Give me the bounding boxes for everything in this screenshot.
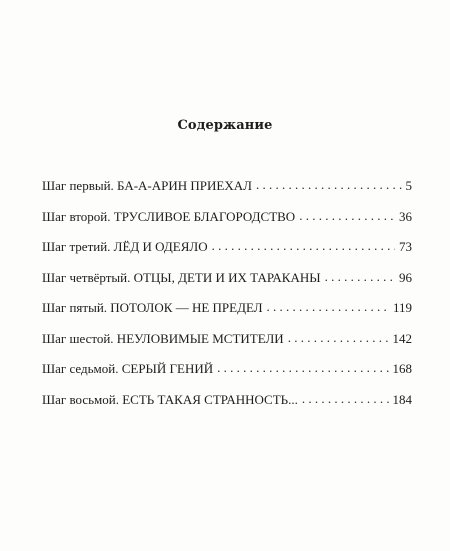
toc-entry-title: Шаг второй. ТРУСЛИВОЕ БЛАГОРОДСТВО [42,208,296,224]
dot-leader [325,269,395,285]
toc-entry-title: Шаг третий. ЛЁД И ОДЕЯЛО [42,239,208,254]
toc-entry-page: 119 [392,300,412,315]
toc-entry [42,361,412,392]
dot-leader [299,208,395,224]
toc-entry [42,392,412,423]
dot-leader [212,238,395,254]
toc-entry-page: 73 [399,239,412,254]
toc-entry-title: Шаг восьмой. ЕСТЬ ТАКАЯ СТРАННОСТЬ... [42,391,298,407]
toc-entry [42,300,412,331]
toc-entry-title: Шаг шестой. НЕУЛОВИМЫЕ МСТИТЕЛИ [42,330,284,346]
toc-list [42,178,412,422]
dot-leader [302,391,389,407]
toc-entry-title: Шаг четвёртый. ОТЦЫ, ДЕТИ И ИХ ТАРАКАНЫ [42,269,321,285]
toc-entry [42,270,412,301]
toc-entry [42,331,412,362]
toc-entry-page: 5 [405,178,412,193]
toc-entry [42,178,412,209]
dot-leader [217,360,388,376]
dot-leader [288,330,389,346]
toc-title: Содержание [177,118,273,133]
toc-entry-title: Шаг первый. БА-А-АРИН ПРИЕХАЛ [42,178,252,193]
toc-entry-page: 168 [392,361,412,376]
toc-entry-page: 96 [399,269,412,285]
toc-entry-page: 142 [392,330,412,346]
toc-entry-title: Шаг пятый. ПОТОЛОК — НЕ ПРЕДЕЛ [42,300,263,315]
dot-leader [267,299,389,315]
toc-entry-page: 184 [392,391,412,407]
dot-leader [256,177,402,193]
toc-entry [42,209,412,240]
toc-entry-title: Шаг седьмой. СЕРЫЙ ГЕНИЙ [42,361,214,376]
toc-entry [42,239,412,270]
toc-entry-page: 36 [399,208,412,224]
